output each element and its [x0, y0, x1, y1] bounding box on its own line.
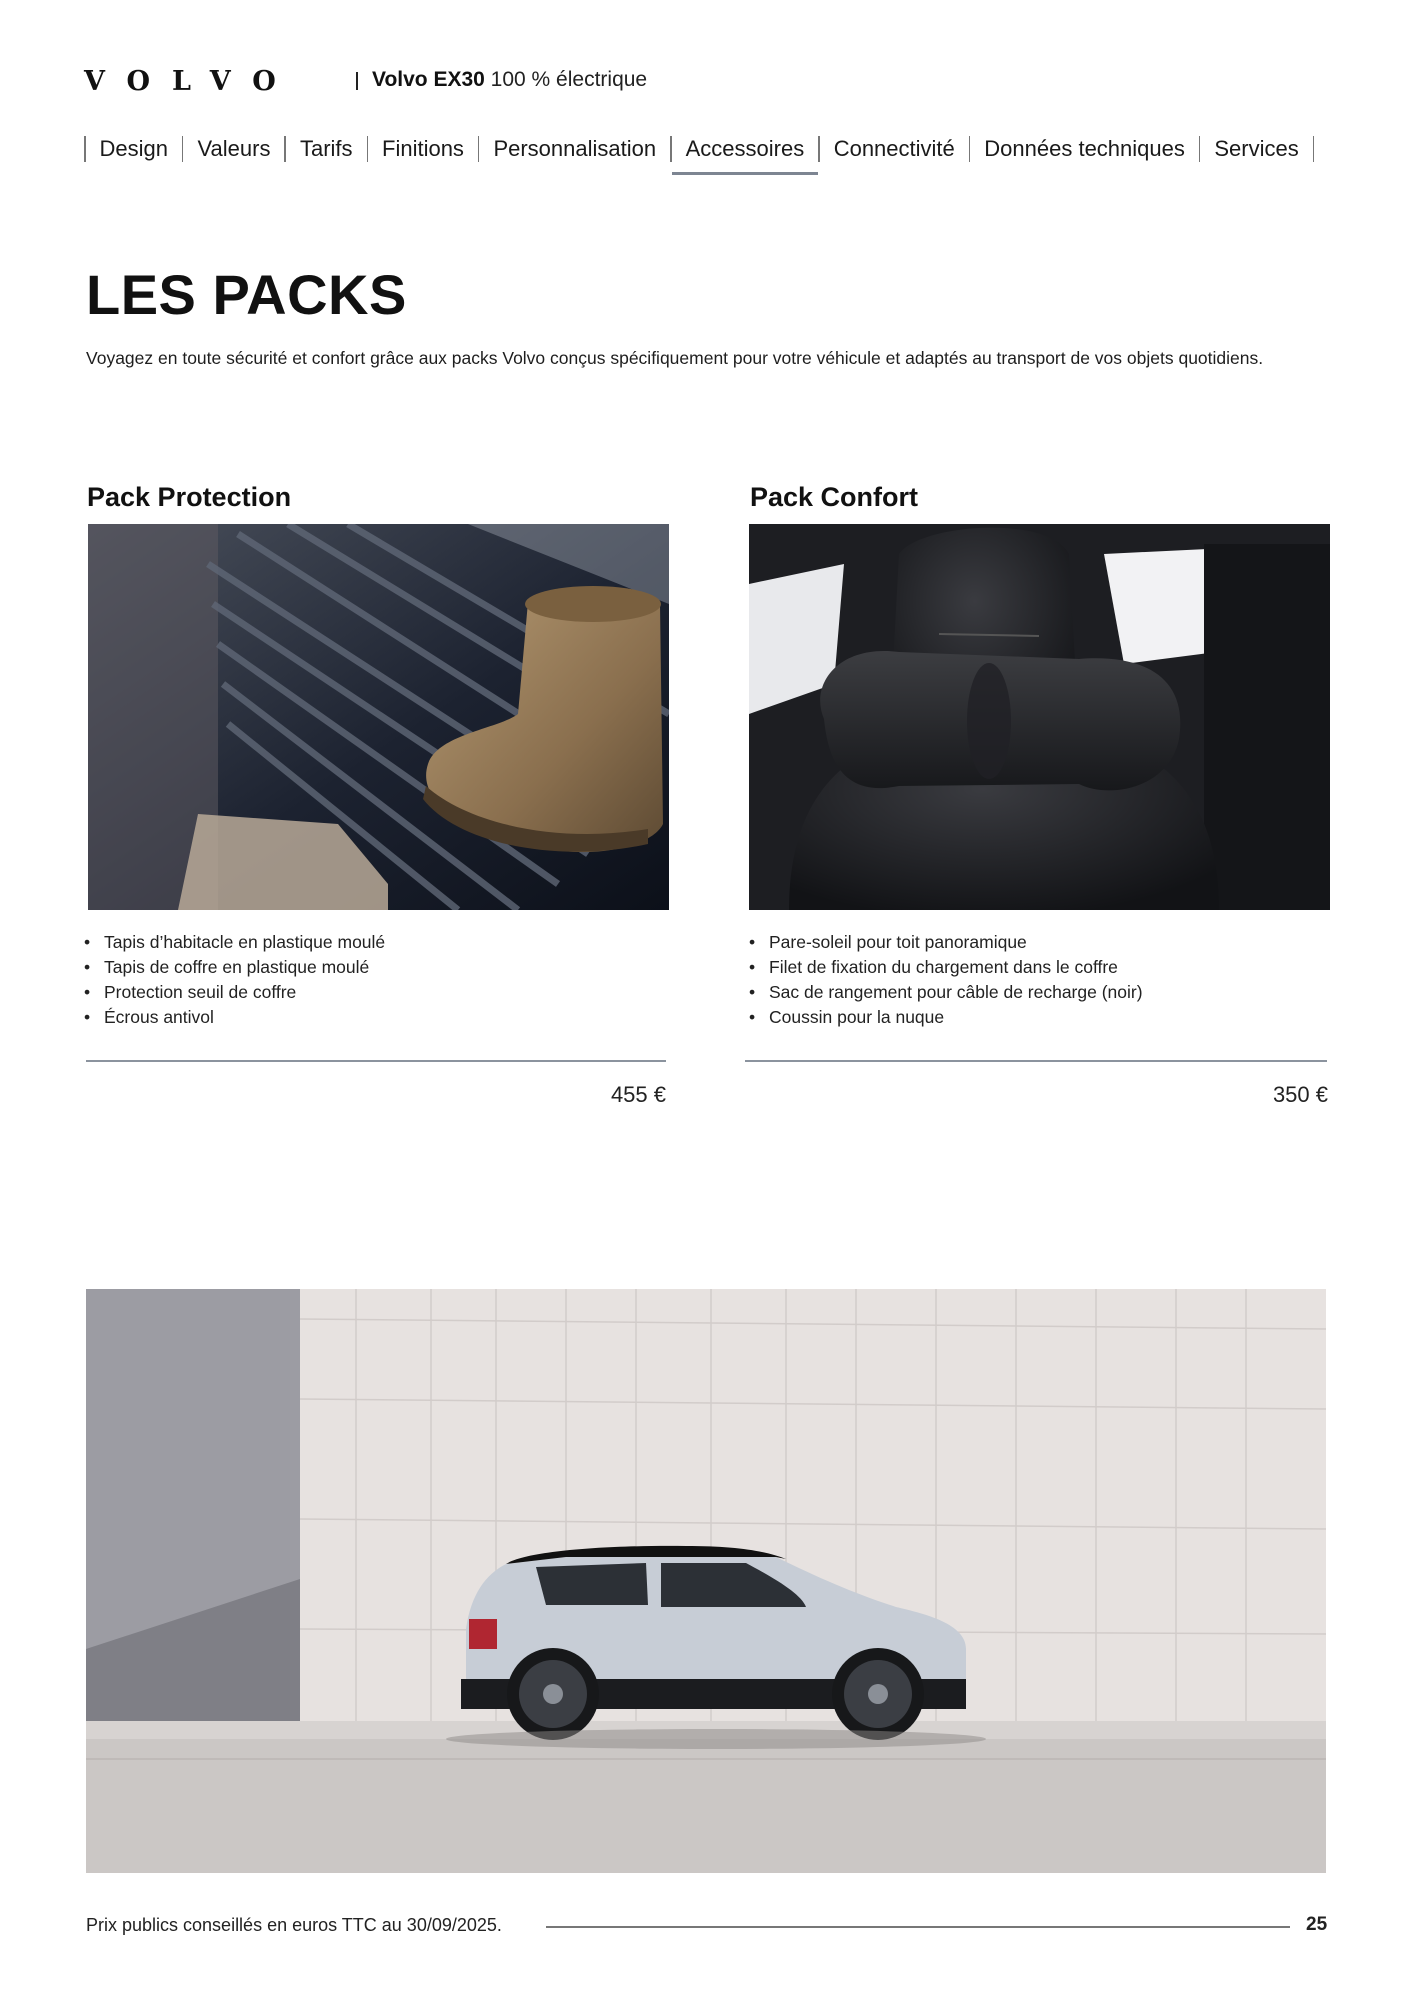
list-item: • Sac de rangement pour câble de recharge (noir) [749, 980, 1143, 1005]
ex30-side-photo [86, 1289, 1326, 1873]
car-image [86, 1289, 1326, 1873]
pack-protection-price: 455 € [610, 1082, 666, 1107]
list-item: • Coussin pour la nuque [749, 1005, 1143, 1030]
list-item: • Écrous antivol [84, 1005, 385, 1030]
pack-protection-divider [86, 1060, 666, 1062]
pack-protection-list [84, 930, 385, 1030]
list-item: • Tapis d’habitacle en plastique moulé [84, 930, 385, 955]
pack-protection-title: Pack Protection [87, 482, 292, 512]
pack-confort-list [749, 930, 1143, 1030]
pack-confort-title: Pack Confort [750, 482, 919, 512]
model-suffix: 100 % électrique [490, 68, 648, 91]
list-item: • Tapis de coffre en plastique moulé [84, 955, 385, 980]
nav-item-tarifs[interactable]: Tarifs [299, 136, 353, 161]
neck-cushion-image [749, 524, 1330, 910]
nav-item-personnalisation[interactable]: Personnalisation [493, 136, 657, 161]
pack-confort-price: 350 € [1272, 1082, 1328, 1107]
pack-confort-photo [749, 524, 1330, 910]
header-divider [356, 72, 358, 90]
nav-item-donnees-techniques[interactable]: Données techniques [984, 136, 1185, 161]
nav-item-connectivite[interactable]: Connectivité [833, 136, 955, 161]
nav-item-finitions[interactable]: Finitions [382, 136, 464, 161]
page-intro: Voyagez en toute sécurité et confort grâce aux packs Volvo conçus spécifiquement pour votre véhicule et adaptés au transport de vos objets quotidiens. [86, 348, 1264, 368]
pack-confort-divider [745, 1060, 1327, 1062]
volvo-logo: VOLVO [84, 66, 298, 97]
page-title: LES PACKS [86, 263, 407, 326]
footer-divider [546, 1926, 1290, 1928]
nav-item-services[interactable]: Services [1214, 136, 1299, 161]
boot-on-mat-image [88, 524, 669, 910]
model-name: Volvo EX30 [372, 68, 485, 91]
section-nav [84, 132, 1314, 166]
model-heading [372, 68, 647, 92]
page-number: 25 [1306, 1914, 1328, 1935]
nav-item-valeurs[interactable]: Valeurs [197, 136, 271, 161]
nav-item-accessoires[interactable]: Accessoires [672, 132, 819, 166]
list-item: • Pare-soleil pour toit panoramique [749, 930, 1143, 955]
list-item: • Protection seuil de coffre [84, 980, 385, 1005]
pack-protection-photo [88, 524, 669, 910]
nav-item-design[interactable]: Design [99, 136, 168, 161]
footer-note: Prix publics conseillés en euros TTC au 30/09/2025. [86, 1915, 502, 1935]
list-item: • Filet de fixation du chargement dans le coffre [749, 955, 1143, 980]
